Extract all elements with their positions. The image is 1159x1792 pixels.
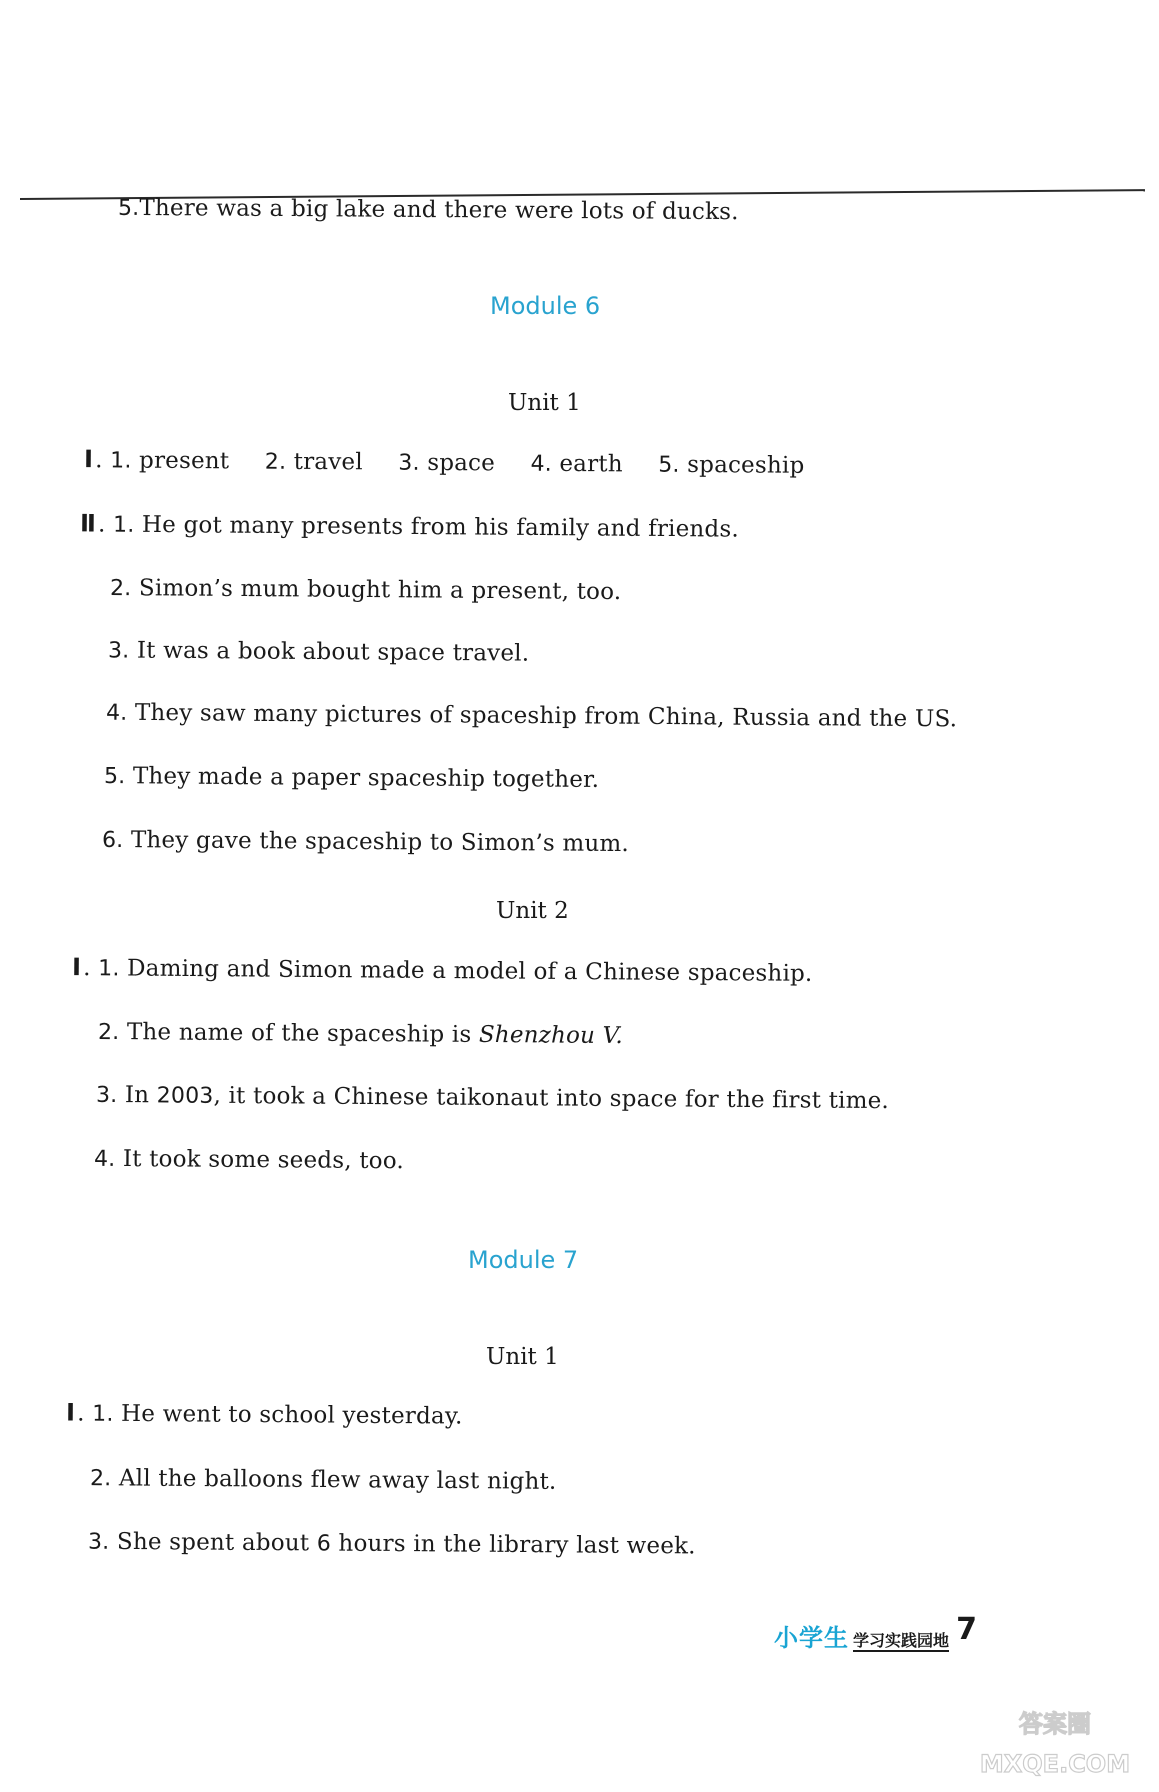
roman-numeral-1: Ⅰ [83, 445, 94, 474]
m6-u2-part1-item-1: Ⅰ. 1. Daming and Simon made a model of a Chinese spaceship. [71, 953, 813, 987]
m6-u2-part1-item-4: 4. It took some seeds, too. [93, 1146, 405, 1175]
m6-u1-part2-item-1: Ⅱ. 1. He got many presents from his family and friends. [79, 509, 739, 543]
m7-u1-part1-item-1: Ⅰ. 1. He went to school yesterday. [65, 1398, 463, 1430]
module-7-unit-1-title: Unit 1 [486, 1344, 559, 1370]
roman-numeral-1-m7: Ⅰ [65, 1398, 76, 1427]
watermark-logo [965, 1692, 1145, 1784]
m6-u1-part2-item-3: 3. It was a book about space travel. [107, 637, 530, 667]
m6-u1-p1-answer-5: spaceship [687, 451, 805, 479]
prev-answer-5: 5.There was a big lake and there were lots of ducks. [117, 194, 739, 226]
page-number: 7 [956, 1612, 977, 1647]
m6-u2-part1-item-2: 2. The name of the spaceship is Shenzhou V. [97, 1019, 624, 1050]
m6-u1-p1-answer-4: earth [559, 450, 623, 478]
prev-answer-5-text: There was a big lake and there were lots of ducks. [139, 194, 739, 226]
m7-u1-part1-item-3: 3. She spent about 6 hours in the library last week. [87, 1528, 696, 1560]
watermark-line-1: 答案圈 [1019, 1710, 1091, 1738]
m6-u1-p1-answer-2: travel [293, 448, 363, 476]
module-6-unit-2-title: Unit 2 [496, 898, 569, 924]
m6-u1-part2-item-5: 5. They made a paper spaceship together. [103, 763, 600, 793]
m6-u1-part2-item-2: 2. Simon’s mum bought him a present, too. [109, 575, 622, 606]
roman-numeral-1-unit2: Ⅰ [71, 953, 82, 982]
m7-u1-part1-item-2: 2. All the balloons flew away last night. [89, 1465, 557, 1495]
m6-u1-p1-answer-1: present [138, 447, 230, 475]
module-7-title: Module 7 [468, 1246, 579, 1274]
year-2003: 2003 [156, 1083, 214, 1109]
watermark-line-2: MXQE.COM [979, 1750, 1131, 1778]
m6-u1-part2-item-6: 6. They gave the spaceship to Simon’s mum. [101, 827, 630, 858]
roman-numeral-2: Ⅱ [79, 509, 97, 538]
m6-u1-part1-row: Ⅰ. 1. present 2. travel 3. space 4. earth 5. spaceship [83, 445, 805, 479]
m6-u1-p1-answer-3: space [427, 449, 496, 477]
spaceship-name: Shenzhou V. [478, 1021, 624, 1050]
brand-main: 小学生 [773, 1624, 849, 1652]
footer-brand [774, 1618, 949, 1653]
m6-u2-part1-item-3: 3. In 2003, it took a Chinese taikonaut into space for the first time. [95, 1082, 890, 1115]
module-6-title: Module 6 [490, 292, 601, 320]
brand-sub: 学习实践园地 [852, 1631, 949, 1650]
module-6-unit-1-title: Unit 1 [508, 390, 581, 416]
m6-u1-part2-item-4: 4. They saw many pictures of spaceship from China, Russia and the US. [105, 699, 958, 733]
